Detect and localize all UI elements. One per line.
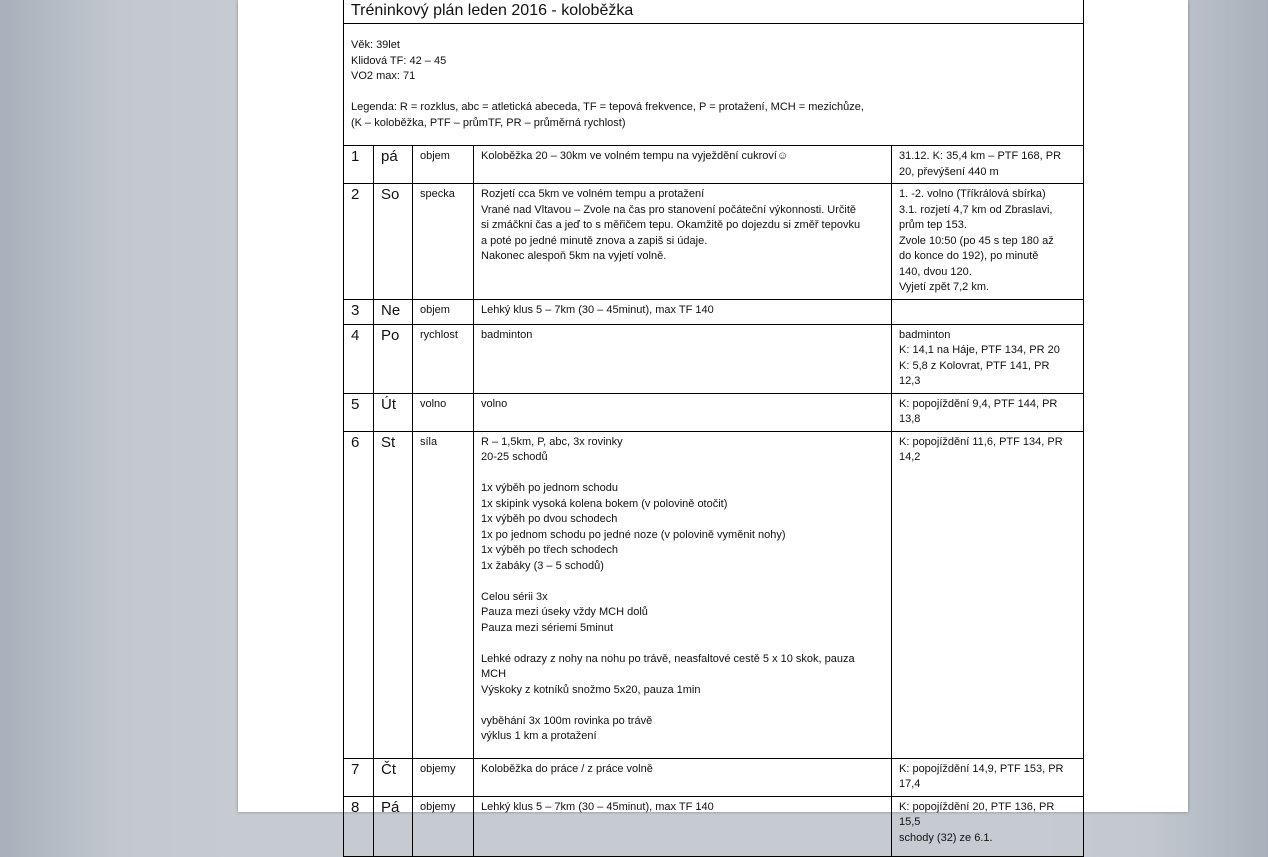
row-day: pá — [374, 146, 413, 184]
info-line: Klidová TF: 42 – 45 — [351, 54, 447, 67]
plan-text-line: badminton — [481, 328, 533, 341]
plan-text — [474, 796, 892, 856]
info-row — [344, 24, 1084, 146]
row-day: Čt — [374, 758, 413, 796]
result-text — [892, 146, 1084, 184]
plan-text-line: si zmáčkni čas a jeď to s měřičem tepu. Okamžitě po dojezdu si změř tepovku — [481, 219, 861, 231]
row-type: síla — [413, 431, 474, 758]
result-text-line: 14,2 — [899, 451, 921, 463]
row-day: So — [374, 184, 413, 300]
page-title: Tréninkový plán leden 2016 - koloběžka — [344, 0, 1084, 24]
plan-text-line: Rozjetí cca 5km ve volném tempu a protažení — [481, 188, 705, 200]
row-number: 5 — [344, 393, 374, 431]
plan-text-line: 1x výběh po třech schodech — [481, 544, 618, 556]
plan-text-line: výklus 1 km a protažení — [481, 730, 597, 742]
info-line: Legenda: R = rozklus, abc = atletická abeceda, TF = tepová frekvence, P = protažení, MCH = mezichůze, — [351, 101, 864, 113]
result-text-line: 17,4 — [899, 778, 921, 790]
result-text-line: K: popojíždění 11,6, PTF 134, PR — [899, 435, 1063, 448]
result-text-line: 13,8 — [899, 413, 921, 425]
result-text-line: 3.1. rozjetí 4,7 km od Zbraslavi, — [899, 203, 1053, 216]
result-text-line: K: 14,1 na Háje, PTF 134, PR 20 — [899, 344, 1060, 356]
table-row — [344, 758, 1084, 796]
plan-text-line: volno — [481, 397, 508, 410]
table-row — [344, 299, 1084, 324]
row-number: 2 — [344, 184, 374, 300]
plan-text-line: Pauza mezi sériemi 5minut — [481, 621, 614, 634]
plan-text — [474, 393, 892, 431]
row-day: Ne — [374, 299, 413, 324]
result-text-line: 31.12. K: 35,4 km – PTF 168, PR — [899, 150, 1062, 162]
table-row — [344, 146, 1084, 184]
plan-text — [474, 431, 892, 758]
plan-text-line: 1x žabáky (3 – 5 schodů) — [481, 559, 604, 572]
result-text-line: do konce do 192), po minutě — [899, 250, 1039, 262]
row-day: Po — [374, 324, 413, 393]
plan-text — [474, 324, 892, 393]
row-type: objem — [413, 299, 474, 324]
result-text-line: 20, převýšení 440 m — [899, 165, 999, 178]
result-text — [892, 796, 1084, 856]
plan-text — [474, 299, 892, 324]
plan-text-line: 1x výběh po jednom schodu — [481, 482, 618, 494]
result-text-line: 1. -2. volno (Tříkrálová sbírka) — [899, 188, 1046, 200]
row-type: specka — [413, 184, 474, 300]
info-gap — [351, 85, 1076, 101]
result-text-line: Vyjetí zpět 7,2 km. — [899, 281, 990, 293]
result-text-line: 15,5 — [899, 816, 921, 828]
row-number: 6 — [344, 431, 374, 758]
plan-text-line: Lehký klus 5 – 7km (30 – 45minut), max TF 140 — [481, 800, 714, 813]
row-day: St — [374, 431, 413, 758]
plan-text-gap — [481, 574, 886, 590]
result-text-line: K: popojíždění 20, PTF 136, PR — [899, 800, 1055, 813]
row-number: 1 — [344, 146, 374, 184]
training-plan-table — [343, 0, 1084, 857]
result-text-line: K: 5,8 z Kolovrat, PTF 141, PR — [899, 359, 1050, 372]
plan-text-line: Koloběžka do práce / z práce volně — [481, 762, 653, 775]
document-page — [238, 0, 1188, 844]
plan-text-line: a poté po jedné minutě znova a zapiš si údaje. — [481, 234, 708, 247]
plan-text-line: 20-25 schodů — [481, 451, 548, 463]
row-type: objem — [413, 146, 474, 184]
plan-rows — [344, 146, 1084, 857]
row-number: 3 — [344, 299, 374, 324]
plan-text-line: R – 1,5km, P, abc, 3x rovinky — [481, 435, 623, 448]
plan-text — [474, 758, 892, 796]
result-text-line: K: popojíždění 14,9, PTF 153, PR — [899, 762, 1064, 775]
result-text-line: 140, dvou 120. — [899, 265, 972, 278]
plan-text — [474, 184, 892, 300]
row-type: volno — [413, 393, 474, 431]
plan-text — [474, 146, 892, 184]
plan-text-line: MCH — [481, 668, 507, 680]
row-day: Pá — [374, 796, 413, 856]
row-type: objemy — [413, 758, 474, 796]
plan-text-gap — [481, 698, 886, 714]
plan-text-line: Pauza mezi úseky vždy MCH dolů — [481, 606, 648, 618]
result-text — [892, 184, 1084, 300]
result-text-line: Zvole 10:50 (po 45 s tep 180 až — [899, 234, 1054, 247]
info-line: VO2 max: 71 — [351, 70, 416, 82]
result-text-line: prům tep 153. — [899, 219, 967, 231]
table-row — [344, 796, 1084, 856]
plan-text-line: Výskoky z kotníků snožmo 5x20, pauza 1min — [481, 683, 701, 696]
result-text — [892, 758, 1084, 796]
plan-text-line: 1x po jednom schodu po jedné noze (v polovině vyměnit nohy) — [481, 528, 786, 541]
athlete-info — [344, 24, 1084, 146]
plan-text-line: Lehké odrazy z nohy na nohu po trávě, neasfaltové cestě 5 x 10 skok, pauza — [481, 652, 855, 665]
plan-text-line: 1x skipink vysoká kolena bokem (v polovině otočit) — [481, 497, 728, 510]
result-text — [892, 393, 1084, 431]
result-text-line: K: popojíždění 9,4, PTF 144, PR — [899, 397, 1058, 410]
result-text-line: schody (32) ze 6.1. — [899, 831, 993, 844]
row-number: 4 — [344, 324, 374, 393]
plan-text-gap — [481, 466, 886, 482]
plan-text-line: Vrané nad Vltavou – Zvole na čas pro stanovení počáteční výkonnosti. Určitě — [481, 203, 857, 216]
info-line: (K – koloběžka, PTF – průmTF, PR – průměrná rychlost) — [351, 116, 626, 129]
plan-text-line: Koloběžka 20 – 30km ve volném tempu na vyježdění cukroví☺ — [481, 150, 789, 162]
info-line: Věk: 39let — [351, 39, 400, 51]
table-row — [344, 431, 1084, 758]
plan-text-line: Nakonec alespoň 5km na vyjetí volně. — [481, 250, 667, 262]
table-row — [344, 393, 1084, 431]
plan-text-line: Lehký klus 5 – 7km (30 – 45minut), max TF 140 — [481, 303, 714, 316]
plan-text-line: Celou sérii 3x — [481, 590, 548, 603]
plan-text-line: vyběhání 3x 100m rovinka po trávě — [481, 714, 653, 727]
row-day: Út — [374, 393, 413, 431]
row-type: rychlost — [413, 324, 474, 393]
row-type: objemy — [413, 796, 474, 856]
result-text-line: 12,3 — [899, 375, 921, 387]
table-row — [344, 184, 1084, 300]
result-text-line: badminton — [899, 328, 951, 341]
result-text — [892, 431, 1084, 758]
title-row — [344, 0, 1084, 24]
row-number: 7 — [344, 758, 374, 796]
result-text — [892, 324, 1084, 393]
result-text — [892, 299, 1084, 324]
plan-text-line: 1x výběh po dvou schodech — [481, 513, 618, 525]
plan-text-gap — [481, 636, 886, 652]
table-row — [344, 324, 1084, 393]
row-number: 8 — [344, 796, 374, 856]
